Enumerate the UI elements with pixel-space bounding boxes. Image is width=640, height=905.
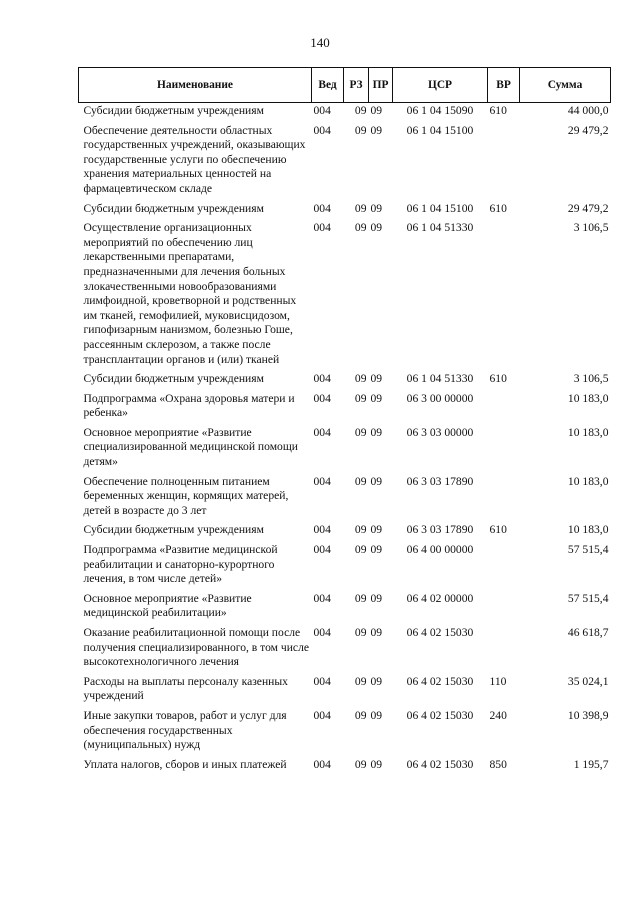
cell-pr: 09 (370, 591, 383, 605)
cell-rz: 09 (354, 757, 367, 771)
cell-name: Расходы на выплаты персоналу казенных учреждений (83, 674, 288, 703)
cell-pr: 09 (370, 201, 383, 215)
cell-pr: 09 (370, 474, 383, 488)
table-row (79, 753, 611, 773)
cell-ved: 004 (313, 391, 331, 405)
cell-vr: 610 (489, 372, 507, 386)
cell-sum: 10 398,9 (567, 708, 609, 722)
cell-ved: 004 (313, 104, 331, 117)
cell-pr: 09 (370, 708, 383, 722)
cell-name: Субсидии бюджетным учреждениям (83, 201, 264, 215)
cell-vr (488, 587, 520, 621)
header-name: Наименование (79, 68, 312, 103)
cell-ved: 004 (313, 543, 331, 557)
cell-vr: 610 (489, 104, 507, 117)
cell-ved: 004 (313, 425, 331, 439)
cell-ved: 004 (313, 201, 331, 215)
table-row (79, 587, 611, 621)
cell-csr: 06 3 03 17890 (406, 523, 474, 537)
cell-name: Основное мероприятие «Развитие медицинской реабилитации» (83, 591, 252, 620)
cell-name: Обеспечение полноценным питанием беременных женщин, кормящих матерей, детей в возрасте до 3 лет (83, 474, 289, 517)
cell-sum: 35 024,1 (567, 674, 609, 688)
cell-vr (488, 538, 520, 587)
cell-sum: 3 106,5 (573, 372, 609, 386)
cell-vr: 110 (489, 674, 507, 688)
header-sum: Сумма (520, 68, 611, 103)
cell-rz: 09 (354, 425, 367, 439)
cell-csr: 06 3 03 00000 (406, 425, 474, 439)
cell-name: Осуществление организационных мероприятий по обеспечению лиц лекарственными препаратами, предназначенными для лечения больных злокачественными новообразованиями лимфоидной, кроветворной и родственных им тканей, гемофилией, муковисцидозом, гипофизарным нанизмом, болезнью Гоше, рассеянным склерозом, а также после трансплантации органов и (или) тканей (83, 221, 297, 366)
budget-table (78, 67, 611, 772)
cell-sum: 57 515,4 (567, 543, 609, 557)
cell-rz: 09 (354, 626, 367, 639)
cell-vr (488, 119, 520, 197)
cell-rz: 09 (354, 391, 367, 405)
cell-rz: 09 (354, 543, 367, 557)
table-row (79, 103, 611, 119)
cell-rz: 09 (354, 591, 367, 605)
cell-pr: 09 (370, 543, 383, 557)
header-vr: ВР (488, 68, 520, 103)
cell-sum: 10 183,0 (567, 425, 609, 439)
cell-ved: 004 (313, 757, 331, 771)
cell-rz: 09 (354, 104, 367, 117)
cell-pr: 09 (370, 123, 383, 137)
cell-csr: 06 1 04 15100 (406, 123, 474, 137)
cell-vr: 240 (489, 708, 507, 722)
cell-vr (488, 470, 520, 519)
cell-vr (488, 216, 520, 367)
cell-pr: 09 (370, 674, 383, 688)
cell-vr: 610 (489, 523, 507, 537)
cell-ved: 004 (313, 674, 331, 688)
table-row (79, 621, 611, 670)
cell-vr (488, 387, 520, 421)
header-ved: Вед (312, 68, 344, 103)
cell-name: Субсидии бюджетным учреждениям (83, 372, 264, 386)
cell-rz: 09 (354, 523, 367, 537)
cell-rz: 09 (354, 372, 367, 386)
page-number: 140 (310, 35, 330, 50)
cell-name: Субсидии бюджетным учреждениям (83, 523, 264, 537)
cell-csr: 06 4 02 00000 (406, 591, 474, 605)
header-pr: ПР (369, 68, 393, 103)
cell-ved: 004 (313, 523, 331, 537)
cell-pr: 09 (370, 104, 383, 117)
cell-vr: 850 (489, 757, 507, 771)
cell-csr: 06 3 00 00000 (406, 391, 474, 405)
cell-csr: 06 1 04 51330 (406, 372, 474, 386)
cell-name: Субсидии бюджетным учреждениям (83, 104, 264, 117)
cell-sum: 46 618,7 (567, 626, 609, 639)
cell-csr: 06 1 04 51330 (406, 221, 474, 235)
cell-sum: 3 106,5 (573, 221, 609, 235)
cell-name: Подпрограмма «Охрана здоровья матери и ребенка» (83, 391, 295, 420)
cell-vr (488, 621, 520, 670)
cell-pr: 09 (370, 523, 383, 537)
cell-sum: 10 183,0 (567, 474, 609, 488)
cell-sum: 57 515,4 (567, 591, 609, 605)
table-header-row (79, 68, 611, 103)
cell-ved: 004 (313, 372, 331, 386)
cell-pr: 09 (370, 757, 383, 771)
cell-rz: 09 (354, 674, 367, 688)
cell-ved: 004 (313, 591, 331, 605)
table-row (79, 518, 611, 538)
table-row (79, 670, 611, 704)
header-rz: РЗ (344, 68, 369, 103)
cell-csr: 06 4 02 15030 (406, 708, 474, 722)
cell-ved: 004 (313, 123, 331, 137)
table-row (79, 538, 611, 587)
cell-vr: 610 (489, 201, 507, 215)
cell-vr (488, 421, 520, 470)
table-row (79, 216, 611, 367)
cell-rz: 09 (354, 708, 367, 722)
table-body (79, 103, 611, 773)
cell-rz: 09 (354, 474, 367, 488)
cell-ved: 004 (313, 708, 331, 722)
cell-pr: 09 (370, 372, 383, 386)
cell-csr: 06 4 00 00000 (406, 543, 474, 557)
table-row (79, 470, 611, 519)
cell-name: Подпрограмма «Развитие медицинской реабилитации и санаторно-курортного лечения, в том числе детей» (83, 543, 278, 586)
cell-ved: 004 (313, 626, 331, 639)
table-row (79, 119, 611, 197)
cell-pr: 09 (370, 391, 383, 405)
cell-ved: 004 (313, 221, 331, 235)
header-csr: ЦСР (393, 68, 488, 103)
cell-sum: 1 195,7 (573, 757, 609, 771)
cell-name: Обеспечение деятельности областных государственных учреждений, оказывающих государственные услуги по обеспечению хранения материальных ценностей на фармацевтическом складе (83, 123, 306, 195)
cell-pr: 09 (370, 221, 383, 235)
cell-pr: 09 (370, 626, 383, 639)
cell-sum: 44 000,0 (567, 104, 609, 117)
cell-sum: 10 183,0 (567, 523, 609, 537)
table-row (79, 367, 611, 387)
table-row (79, 704, 611, 753)
cell-csr: 06 1 04 15090 (406, 104, 474, 117)
cell-csr: 06 1 04 15100 (406, 201, 474, 215)
cell-name: Оказание реабилитационной помощи после получения специализированного, в том числе высокотехнологичного лечения (83, 626, 310, 669)
cell-sum: 10 183,0 (567, 391, 609, 405)
cell-name: Основное мероприятие «Развитие специализированной медицинской помощи детям» (83, 425, 298, 469)
cell-name: Уплата налогов, сборов и иных платежей (83, 757, 287, 771)
cell-csr: 06 4 02 15030 (406, 674, 474, 688)
cell-rz: 09 (354, 123, 367, 137)
cell-sum: 29 479,2 (567, 123, 609, 137)
cell-sum: 29 479,2 (567, 201, 609, 215)
cell-pr: 09 (370, 425, 383, 439)
table-row (79, 197, 611, 217)
table-row (79, 387, 611, 421)
table-row (79, 421, 611, 470)
cell-csr: 06 4 02 15030 (406, 626, 474, 639)
cell-csr: 06 4 02 15030 (406, 757, 474, 771)
cell-rz: 09 (354, 201, 367, 215)
cell-name: Иные закупки товаров, работ и услуг для обеспечения государственных (муниципальных) нужд (83, 708, 287, 752)
cell-csr: 06 3 03 17890 (406, 474, 474, 488)
cell-rz: 09 (354, 221, 367, 235)
cell-ved: 004 (313, 474, 331, 488)
